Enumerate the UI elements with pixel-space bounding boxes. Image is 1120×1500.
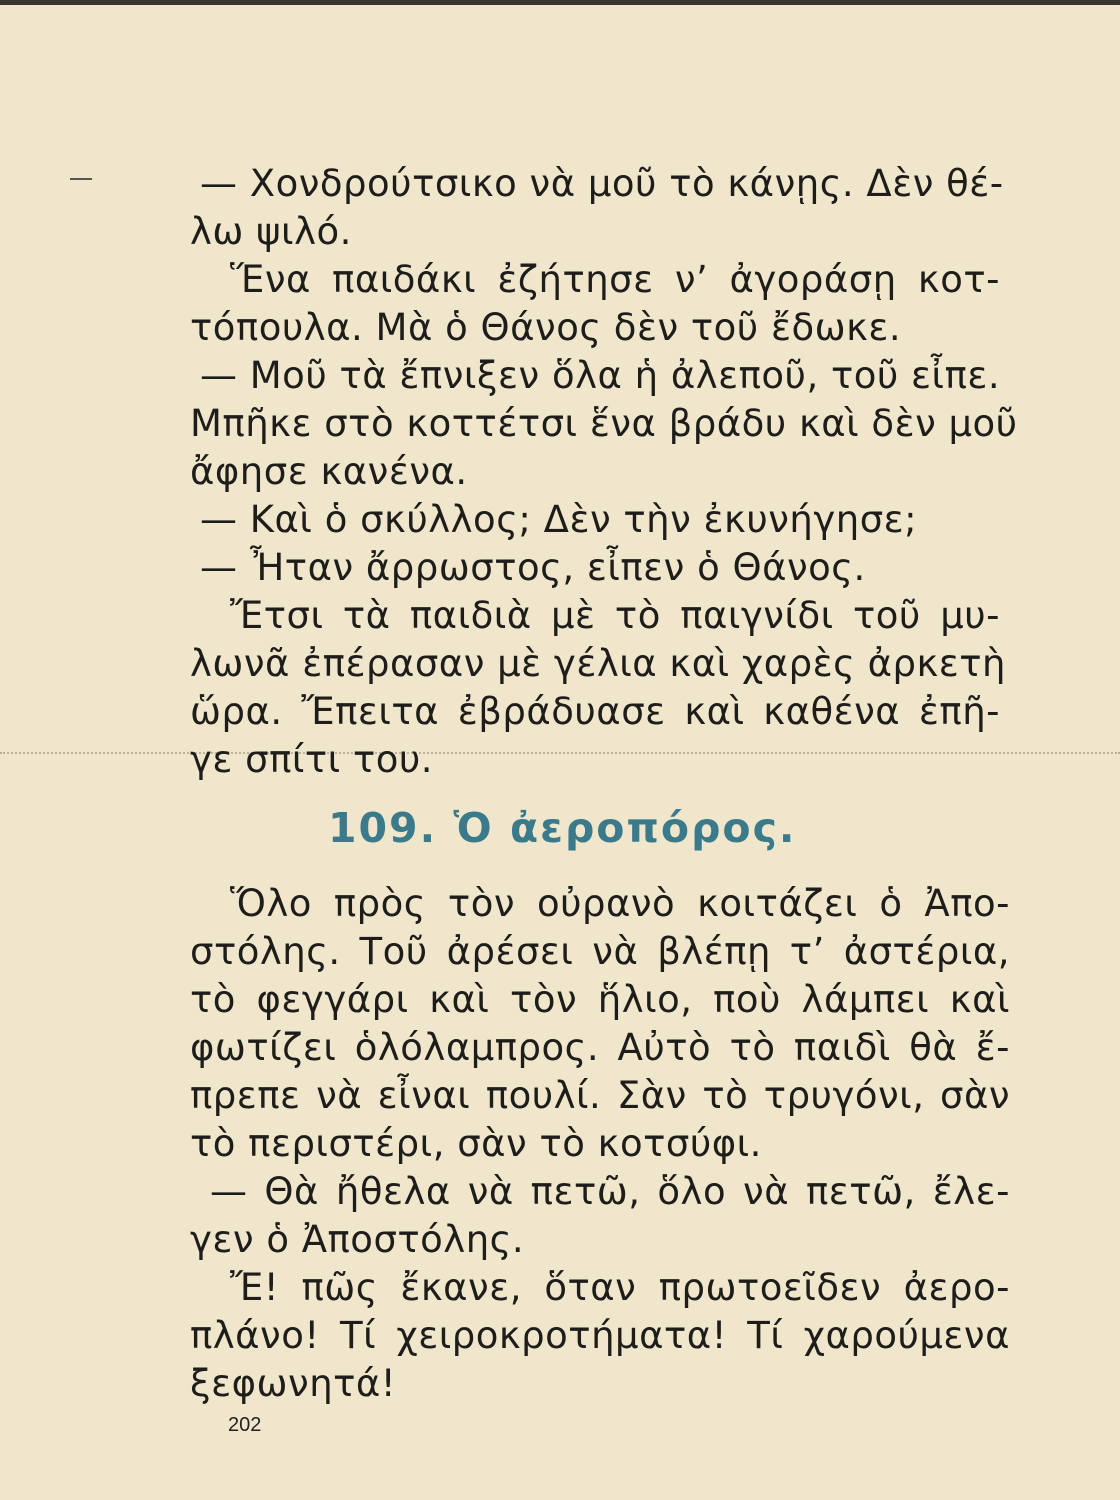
text-line: στόλης. Τοῦ ἀρέσει νὰ βλέπῃ τ’ ἀστέρια, [190,930,1010,973]
text-line: Ἔτσι τὰ παιδιὰ μὲ τὸ παιγνίδι τοῦ μυ- [230,594,1000,637]
text-line: φωτίζει ὁλόλαμπρος. Αὐτὸ τὸ παιδὶ θὰ ἔ- [190,1026,1010,1069]
text-line: — Χονδρούτσικο νὰ μοῦ τὸ κάνῃς. Δὲν θέ- [200,162,1004,205]
text-line: γεν ὁ Ἀποστόλης. [190,1218,525,1261]
text-line: τόπουλα. Μὰ ὁ Θάνος δὲν τοῦ ἔδωκε. [190,306,902,349]
page-top-edge [0,0,1120,5]
text-line: Ὅλο πρὸς τὸν οὐρανὸ κοιτάζει ὁ Ἀπο- [230,882,1010,925]
text-line: πλάνο! Τί χειροκροτήματα! Τί χαρούμενα [190,1314,1010,1357]
text-line: ἄφησε κανένα. [190,450,468,493]
text-line: γε σπίτι του. [190,738,434,781]
text-line: λωνᾶ ἐπέρασαν μὲ γέλια καὶ χαρὲς ἀρκετὴ [190,642,1006,685]
text-line: — Καὶ ὁ σκύλλος; Δὲν τὴν ἐκυνήγησε; [200,498,918,541]
text-line: — Θὰ ἤθελα νὰ πετῶ, ὅλο νὰ πετῶ, ἔλε- [210,1170,1010,1213]
section-heading: 109. Ὁ ἀεροπόρος. [328,804,797,852]
text-line: Ἔ! πῶς ἔκανε, ὅταν πρωτοεῖδεν ἀερο- [230,1266,1010,1309]
text-line: τὸ περιστέρι, σὰν τὸ κοτσύφι. [190,1122,762,1165]
text-line: — Μοῦ τὰ ἔπνιξεν ὅλα ἡ ἀλεποῦ, τοῦ εἶπε. [200,354,1001,397]
text-line: ξεφωνητά! [190,1362,397,1405]
text-line: τὸ φεγγάρι καὶ τὸν ἥλιο, ποὺ λάμπει καὶ [190,978,1010,1021]
text-line: — Ἦταν ἄρρωστος, εἶπεν ὁ Θάνος. [200,546,866,589]
text-line: ὥρα. Ἔπειτα ἐβράδυασε καὶ καθένα ἐπῆ- [190,690,1000,733]
page-number: 202 [228,1414,262,1436]
text-line: λω ψιλό. [190,210,352,253]
text-line: Μπῆκε στὸ κοττέτσι ἕνα βράδυ καὶ δὲν μοῦ [190,402,1018,445]
text-line: πρεπε νὰ εἶναι πουλί. Σὰν τὸ τρυγόνι, σὰν [190,1074,1010,1117]
margin-mark [70,178,92,180]
text-line: Ἕνα παιδάκι ἐζήτησε ν’ ἀγοράσῃ κοτ- [230,258,1000,301]
